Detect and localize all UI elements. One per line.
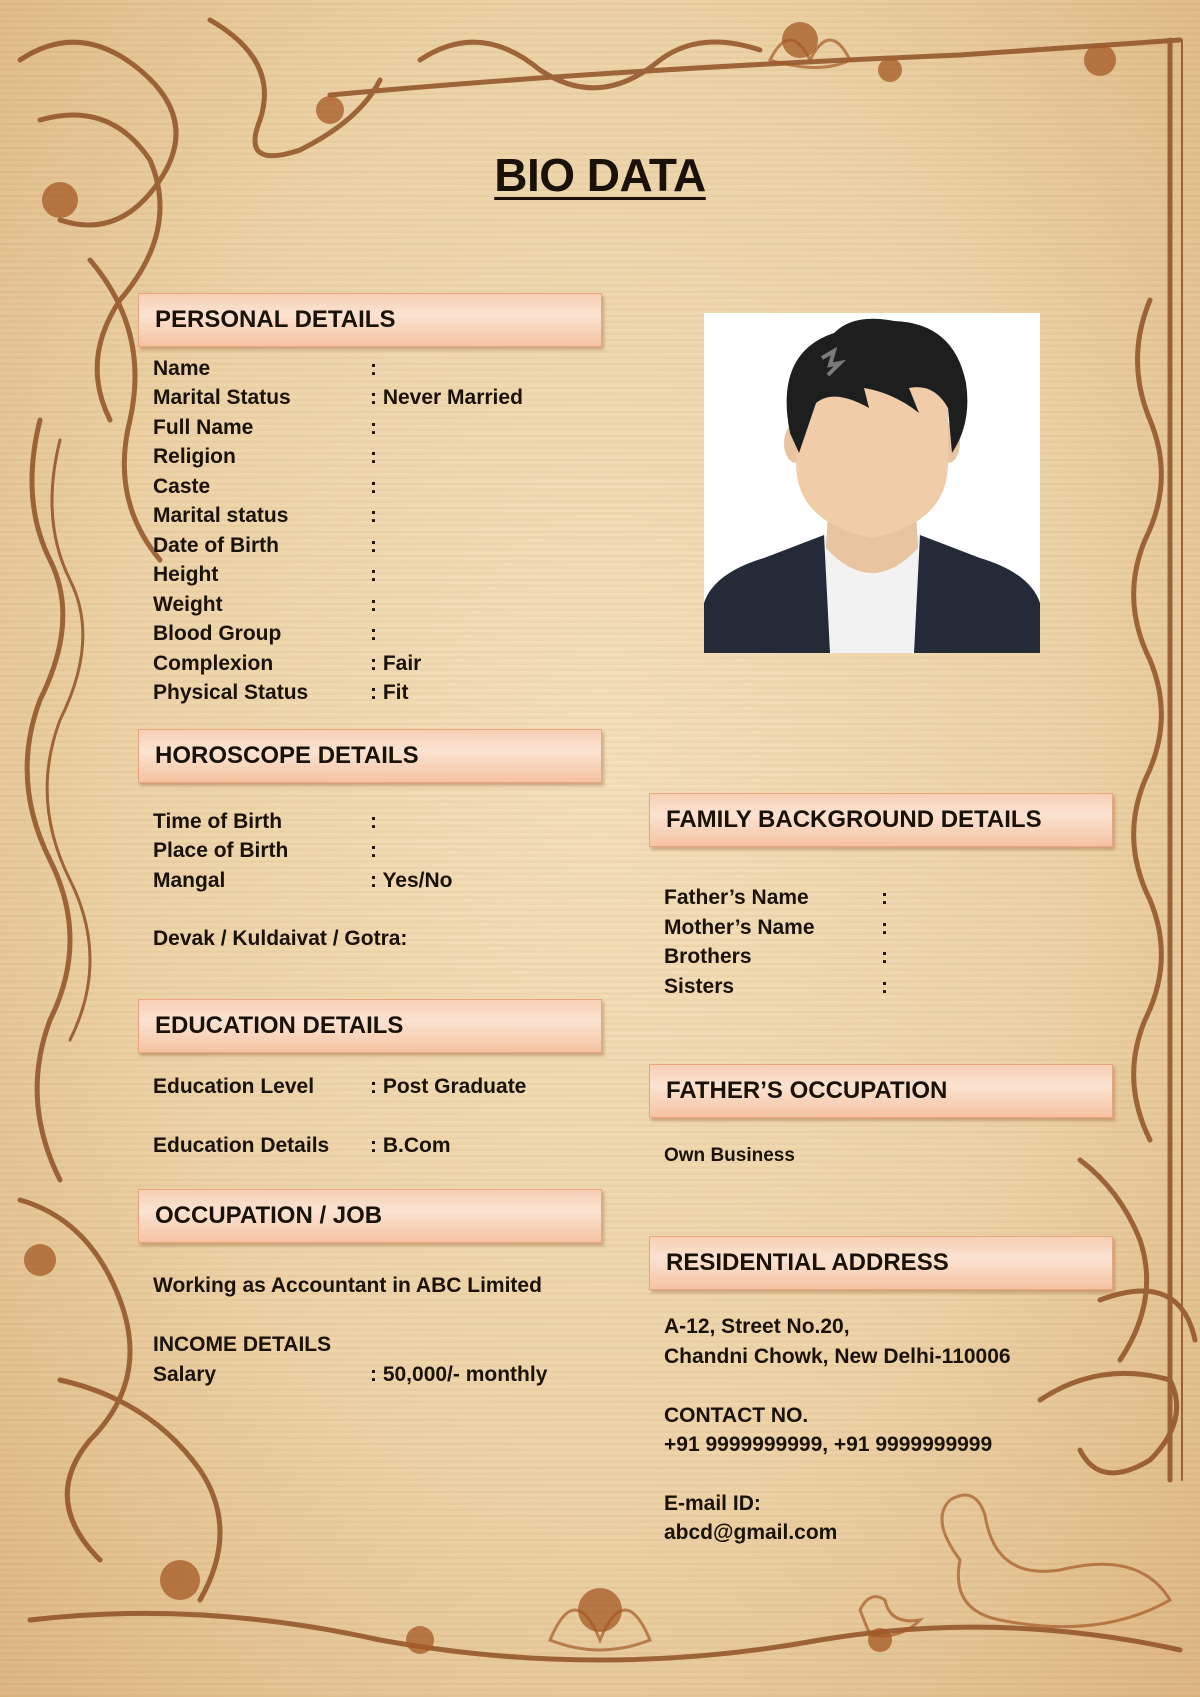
- row-label: Salary: [153, 1363, 217, 1386]
- row-value: : Fair: [370, 652, 422, 675]
- horoscope-details-heading: [138, 729, 602, 783]
- row-label: Full Name: [153, 416, 254, 439]
- row-label: Time of Birth: [153, 810, 283, 833]
- contact-heading: CONTACT NO.: [664, 1404, 809, 1427]
- row-value: :: [370, 534, 377, 557]
- family-background-heading-label: FAMILY BACKGROUND DETAILS: [666, 806, 1042, 833]
- row-label: Education Details: [153, 1134, 330, 1157]
- row-label: Marital Status: [153, 386, 291, 409]
- row-label: Brothers: [664, 945, 752, 968]
- address-line-2: Chandni Chowk, New Delhi-110006: [664, 1345, 1011, 1368]
- row-label: Physical Status: [153, 681, 309, 704]
- row-label: Education Level: [153, 1075, 315, 1098]
- income-details-heading: INCOME DETAILS: [153, 1333, 332, 1356]
- father-occupation-text: Own Business: [664, 1145, 795, 1166]
- row-value: :: [881, 886, 888, 909]
- row-value: :: [370, 622, 377, 645]
- row-label: Caste: [153, 475, 211, 498]
- row-value: :: [370, 563, 377, 586]
- gotra-line: Devak / Kuldaivat / Gotra:: [153, 927, 408, 950]
- father-occupation-heading: [649, 1064, 1113, 1118]
- email-address: abcd@gmail.com: [664, 1521, 838, 1544]
- personal-details-heading: [138, 293, 602, 347]
- row-value: :: [370, 416, 377, 439]
- page-title: BIO DATA: [494, 149, 706, 201]
- row-value: :: [370, 445, 377, 468]
- row-label: Complexion: [153, 652, 274, 675]
- row-label: Father’s Name: [664, 886, 809, 909]
- person-avatar-icon: [704, 313, 1040, 653]
- row-label: Blood Group: [153, 622, 282, 645]
- row-value: :: [370, 475, 377, 498]
- row-label: Marital status: [153, 504, 289, 527]
- family-background-heading: [649, 793, 1113, 847]
- education-details-heading: [138, 999, 602, 1053]
- row-label: Height: [153, 563, 219, 586]
- row-value: :: [881, 945, 888, 968]
- row-label: Name: [153, 357, 211, 380]
- row-label: Place of Birth: [153, 839, 289, 862]
- father-occupation-heading-label: FATHER’S OCCUPATION: [666, 1077, 948, 1104]
- contact-numbers: +91 9999999999, +91 9999999999: [664, 1433, 993, 1456]
- row-value: :: [370, 357, 377, 380]
- row-value: :: [881, 916, 888, 939]
- row-value: : Post Graduate: [370, 1075, 527, 1098]
- row-value: : Never Married: [370, 386, 523, 409]
- row-value: :: [370, 839, 377, 862]
- row-value: :: [370, 593, 377, 616]
- personal-details-heading-label: PERSONAL DETAILS: [155, 306, 396, 333]
- education-details-heading-label: EDUCATION DETAILS: [155, 1012, 404, 1039]
- residential-address-heading: [649, 1236, 1113, 1290]
- email-heading: E-mail ID:: [664, 1492, 761, 1515]
- row-label: Date of Birth: [153, 534, 279, 557]
- row-label: Religion: [153, 445, 236, 468]
- row-label: Weight: [153, 593, 223, 616]
- residential-address-heading-label: RESIDENTIAL ADDRESS: [666, 1249, 949, 1276]
- row-value: : Yes/No: [370, 869, 453, 892]
- occupation-heading-label: OCCUPATION / JOB: [155, 1202, 383, 1229]
- row-value: :: [370, 810, 377, 833]
- occupation-text: Working as Accountant in ABC Limited: [153, 1274, 542, 1297]
- profile-photo: [704, 313, 1040, 653]
- row-value: : Fit: [370, 681, 409, 704]
- occupation-heading: [138, 1189, 602, 1243]
- address-line-1: A-12, Street No.20,: [664, 1315, 850, 1338]
- row-label: Mother’s Name: [664, 916, 815, 939]
- row-value: : B.Com: [370, 1134, 451, 1157]
- row-value: :: [370, 504, 377, 527]
- row-label: Sisters: [664, 975, 735, 998]
- row-value: :: [881, 975, 888, 998]
- row-value: : 50,000/- monthly: [370, 1363, 548, 1386]
- row-label: Mangal: [153, 869, 226, 892]
- horoscope-details-heading-label: HOROSCOPE DETAILS: [155, 742, 419, 769]
